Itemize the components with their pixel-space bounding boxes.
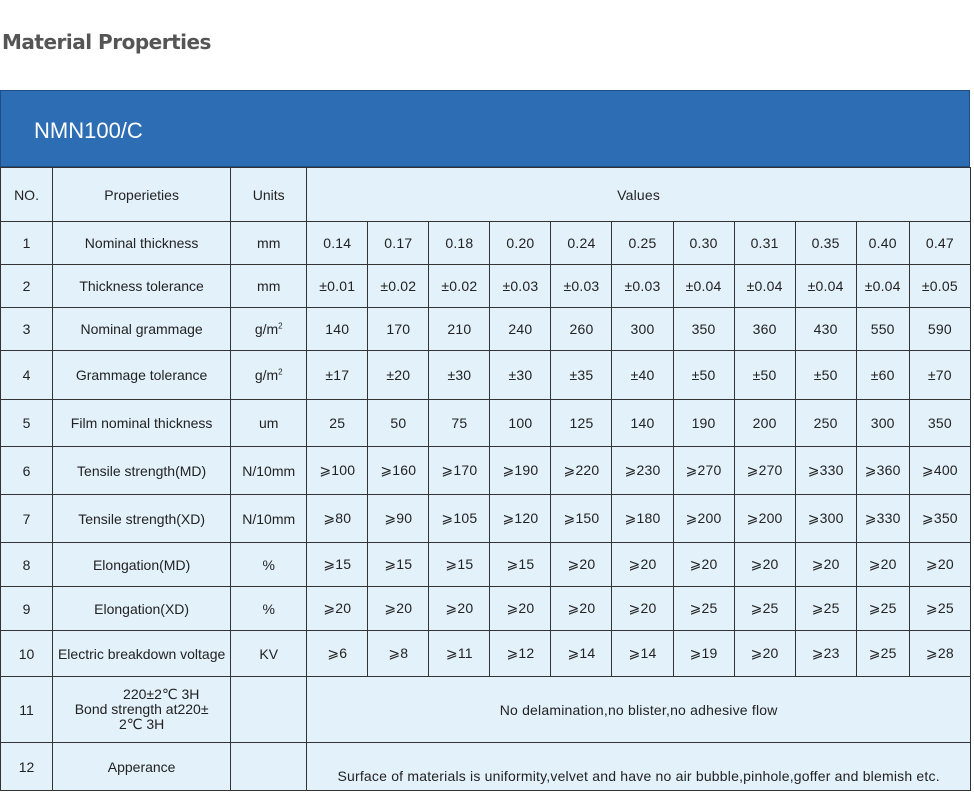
value-cell: ±50 bbox=[734, 351, 795, 400]
value-cell: ⩾360 bbox=[856, 447, 909, 495]
value-cell: 0.47 bbox=[909, 222, 970, 265]
header-property: Properieties bbox=[53, 168, 231, 222]
header-values: Values bbox=[307, 168, 971, 222]
value-cell: 250 bbox=[795, 400, 856, 447]
value-cell: ±0.04 bbox=[856, 265, 909, 308]
value-cell: ⩾160 bbox=[368, 447, 429, 495]
value-cell: ⩾105 bbox=[429, 495, 490, 543]
value-cell: ⩾20 bbox=[734, 631, 795, 677]
value-cell: 190 bbox=[673, 400, 734, 447]
value-cell: ⩾20 bbox=[673, 543, 734, 587]
value-cell: ±20 bbox=[368, 351, 429, 400]
row-number: 1 bbox=[1, 222, 53, 265]
row-number: 2 bbox=[1, 265, 53, 308]
value-cell: ⩾230 bbox=[612, 447, 673, 495]
value-cell: ±0.03 bbox=[612, 265, 673, 308]
page-title: Material Properties bbox=[2, 30, 211, 54]
value-cell: ⩾150 bbox=[551, 495, 612, 543]
property-unit bbox=[231, 400, 307, 447]
value-cell: 350 bbox=[673, 308, 734, 351]
unit-text: mm bbox=[257, 278, 281, 294]
table-row bbox=[1, 495, 971, 543]
value-cell: ⩾270 bbox=[673, 447, 734, 495]
value-cell: ⩾20 bbox=[368, 587, 429, 631]
value-cell: ⩾15 bbox=[368, 543, 429, 587]
value-cell: 125 bbox=[551, 400, 612, 447]
row-number: 11 bbox=[1, 677, 53, 743]
property-name: Apperance bbox=[53, 743, 231, 791]
unit-text: N/10mm bbox=[242, 510, 296, 527]
property-name: Tensile strength(XD) bbox=[53, 495, 231, 543]
value-cell: ⩾25 bbox=[734, 587, 795, 631]
value-cell: 0.40 bbox=[856, 222, 909, 265]
value-cell: ⩾400 bbox=[909, 447, 970, 495]
value-cell: ⩾25 bbox=[909, 587, 970, 631]
value-cell: ⩾20 bbox=[429, 587, 490, 631]
unit-superscript: 2 bbox=[278, 367, 283, 377]
value-cell: ⩾300 bbox=[795, 495, 856, 543]
value-cell: ⩾20 bbox=[551, 543, 612, 587]
value-cell: 0.24 bbox=[551, 222, 612, 265]
property-unit bbox=[231, 495, 307, 543]
value-cell: ⩾330 bbox=[856, 495, 909, 543]
value-cell: ⩾6 bbox=[307, 631, 368, 677]
value-cell: ⩾20 bbox=[612, 543, 673, 587]
property-name: Electric breakdown voltage bbox=[53, 631, 231, 677]
value-cell: ⩾20 bbox=[909, 543, 970, 587]
header-units: Units bbox=[231, 168, 307, 222]
value-cell: ⩾350 bbox=[909, 495, 970, 543]
property-unit bbox=[231, 351, 307, 400]
property-name bbox=[53, 677, 231, 743]
property-name: Film nominal thickness bbox=[53, 400, 231, 447]
value-cell: ⩾20 bbox=[307, 587, 368, 631]
table-row bbox=[1, 587, 971, 631]
value-cell: ⩾180 bbox=[612, 495, 673, 543]
table-body bbox=[1, 168, 971, 791]
value-cell: ±0.02 bbox=[429, 265, 490, 308]
property-name: Nominal thickness bbox=[53, 222, 231, 265]
value-cell: 300 bbox=[856, 400, 909, 447]
row-number: 4 bbox=[1, 351, 53, 400]
value-cell: ±50 bbox=[673, 351, 734, 400]
property-name: Tensile strength(MD) bbox=[53, 447, 231, 495]
value-cell: ⩾23 bbox=[795, 631, 856, 677]
value-cell: ⩾80 bbox=[307, 495, 368, 543]
table-row bbox=[1, 631, 971, 677]
value-cell: ±70 bbox=[909, 351, 970, 400]
value-cell: 0.35 bbox=[795, 222, 856, 265]
value-cell: ⩾200 bbox=[673, 495, 734, 543]
value-cell: ⩾170 bbox=[429, 447, 490, 495]
unit-text: % bbox=[262, 556, 275, 573]
value-cell: ⩾12 bbox=[490, 631, 551, 677]
value-cell: 25 bbox=[307, 400, 368, 447]
property-name: Grammage tolerance bbox=[53, 351, 231, 400]
value-cell: ±30 bbox=[429, 351, 490, 400]
row-number: 3 bbox=[1, 308, 53, 351]
row-number: 5 bbox=[1, 400, 53, 447]
value-cell: ±50 bbox=[795, 351, 856, 400]
table-row bbox=[1, 543, 971, 587]
value-cell: ⩾14 bbox=[551, 631, 612, 677]
value-cell: ±35 bbox=[551, 351, 612, 400]
value-cell: ⩾20 bbox=[795, 543, 856, 587]
header-row bbox=[1, 168, 971, 222]
value-cell: 0.25 bbox=[612, 222, 673, 265]
value-cell: ±0.01 bbox=[307, 265, 368, 308]
value-cell: 75 bbox=[429, 400, 490, 447]
value-cell: ⩾25 bbox=[856, 587, 909, 631]
value-cell: ⩾220 bbox=[551, 447, 612, 495]
value-cell: 0.20 bbox=[490, 222, 551, 265]
value-cell: ⩾15 bbox=[429, 543, 490, 587]
value-cell: ±0.04 bbox=[795, 265, 856, 308]
value-cell: ⩾25 bbox=[856, 631, 909, 677]
table-row bbox=[1, 222, 971, 265]
row-number: 12 bbox=[1, 743, 53, 791]
value-cell: ⩾11 bbox=[429, 631, 490, 677]
property-line: Bond strength at220± bbox=[74, 701, 209, 717]
unit-text: N/10mm bbox=[242, 462, 296, 479]
value-cell: 210 bbox=[429, 308, 490, 351]
value-cell: 0.17 bbox=[368, 222, 429, 265]
property-unit bbox=[231, 265, 307, 308]
property-unit bbox=[231, 543, 307, 587]
table-row bbox=[1, 677, 971, 743]
property-unit bbox=[231, 631, 307, 677]
value-cell: ⩾330 bbox=[795, 447, 856, 495]
value-cell: ⩾200 bbox=[734, 495, 795, 543]
value-cell: 200 bbox=[734, 400, 795, 447]
header-no: NO. bbox=[1, 168, 53, 222]
value-cell: ⩾14 bbox=[612, 631, 673, 677]
property-unit bbox=[231, 587, 307, 631]
value-cell: 300 bbox=[612, 308, 673, 351]
property-line: 220±2℃ 3H bbox=[123, 686, 200, 702]
unit-text: um bbox=[258, 415, 279, 431]
property-unit bbox=[231, 447, 307, 495]
value-cell: 360 bbox=[734, 308, 795, 351]
value-cell: ±60 bbox=[856, 351, 909, 400]
value-cell: 140 bbox=[612, 400, 673, 447]
value-cell: ⩾15 bbox=[307, 543, 368, 587]
table-row bbox=[1, 400, 971, 447]
value-cell: ⩾190 bbox=[490, 447, 551, 495]
value-cell: ⩾15 bbox=[490, 543, 551, 587]
value-cell: ±0.03 bbox=[551, 265, 612, 308]
unit-text: mm bbox=[257, 235, 281, 251]
property-unit bbox=[231, 677, 307, 743]
value-cell: ±0.04 bbox=[734, 265, 795, 308]
value-cell: ⩾20 bbox=[734, 543, 795, 587]
properties-table bbox=[0, 167, 971, 791]
value-cell: 260 bbox=[551, 308, 612, 351]
value-cell: 0.14 bbox=[307, 222, 368, 265]
row-number: 8 bbox=[1, 543, 53, 587]
table-row bbox=[1, 265, 971, 308]
unit-text: g/m bbox=[254, 321, 279, 337]
row-number: 7 bbox=[1, 495, 53, 543]
unit-text: KV bbox=[259, 645, 279, 662]
property-line: 2℃ 3H bbox=[118, 716, 165, 732]
product-name: NMN100/C bbox=[34, 118, 143, 143]
value-cell: 0.31 bbox=[734, 222, 795, 265]
value-cell: ±30 bbox=[490, 351, 551, 400]
value-cell: ±0.03 bbox=[490, 265, 551, 308]
property-unit bbox=[231, 743, 307, 791]
row-number: 10 bbox=[1, 631, 53, 677]
value-cell: ⩾120 bbox=[490, 495, 551, 543]
table-row bbox=[1, 351, 971, 400]
value-cell: ±0.02 bbox=[368, 265, 429, 308]
property-unit bbox=[231, 308, 307, 351]
value-cell-wide: Surface of materials is uniformity,velvet and have no air bubble,pinhole,goffer and blemish etc. bbox=[307, 743, 971, 791]
property-name: Elongation(MD) bbox=[53, 543, 231, 587]
value-cell: ⩾25 bbox=[673, 587, 734, 631]
value-cell: ⩾20 bbox=[612, 587, 673, 631]
value-cell-wide: No delamination,no blister,no adhesive flow bbox=[307, 677, 971, 743]
value-cell: ⩾100 bbox=[307, 447, 368, 495]
row-number: 9 bbox=[1, 587, 53, 631]
value-cell: ±0.05 bbox=[909, 265, 970, 308]
value-cell: 100 bbox=[490, 400, 551, 447]
property-name: Thickness tolerance bbox=[53, 265, 231, 308]
unit-superscript: 2 bbox=[278, 321, 283, 331]
value-cell: 350 bbox=[909, 400, 970, 447]
value-cell: ⩾90 bbox=[368, 495, 429, 543]
value-cell: ⩾8 bbox=[368, 631, 429, 677]
value-cell: 0.30 bbox=[673, 222, 734, 265]
value-cell: 430 bbox=[795, 308, 856, 351]
value-cell: 0.18 bbox=[429, 222, 490, 265]
value-cell: ⩾19 bbox=[673, 631, 734, 677]
value-cell: 550 bbox=[856, 308, 909, 351]
value-cell: 170 bbox=[368, 308, 429, 351]
value-cell: ⩾20 bbox=[551, 587, 612, 631]
product-banner bbox=[0, 90, 970, 167]
value-cell: ±40 bbox=[612, 351, 673, 400]
property-unit bbox=[231, 222, 307, 265]
value-cell: 240 bbox=[490, 308, 551, 351]
property-name: Elongation(XD) bbox=[53, 587, 231, 631]
value-cell: ⩾25 bbox=[795, 587, 856, 631]
unit-text: g/m bbox=[254, 367, 279, 383]
value-cell: ±0.04 bbox=[673, 265, 734, 308]
row-number: 6 bbox=[1, 447, 53, 495]
value-cell: ⩾20 bbox=[856, 543, 909, 587]
value-cell: 50 bbox=[368, 400, 429, 447]
value-cell: ⩾28 bbox=[909, 631, 970, 677]
table-row bbox=[1, 308, 971, 351]
unit-text: % bbox=[262, 600, 275, 617]
value-cell: ±17 bbox=[307, 351, 368, 400]
value-cell: 590 bbox=[909, 308, 970, 351]
property-name: Nominal grammage bbox=[53, 308, 231, 351]
value-cell: ⩾20 bbox=[490, 587, 551, 631]
table-row bbox=[1, 743, 971, 791]
value-cell: ⩾270 bbox=[734, 447, 795, 495]
value-cell: 140 bbox=[307, 308, 368, 351]
table-row bbox=[1, 447, 971, 495]
